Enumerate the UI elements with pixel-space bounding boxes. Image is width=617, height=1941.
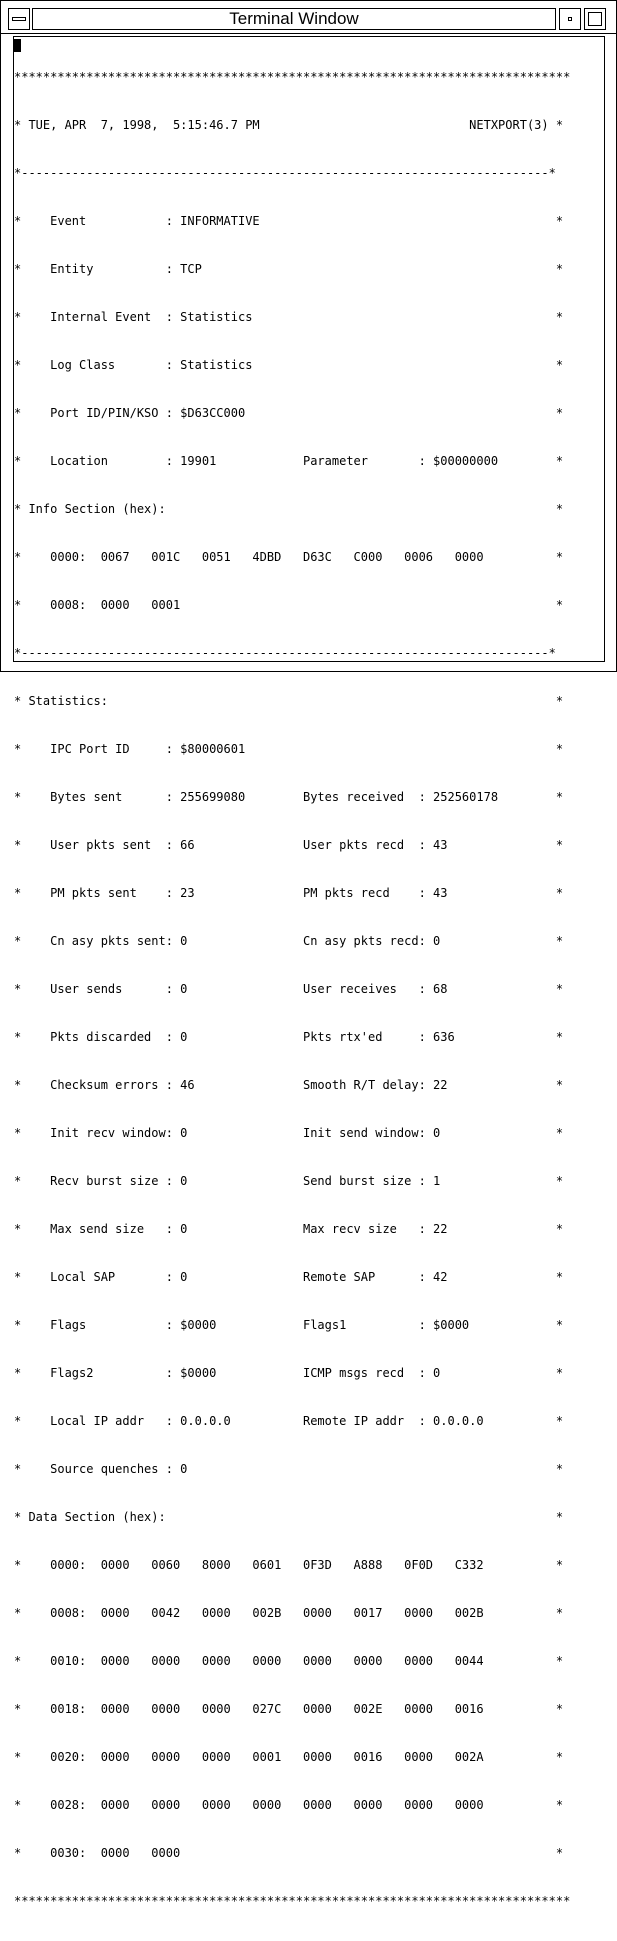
terminal-line: * Local SAP : 0 Remote SAP : 42 *: [14, 1270, 564, 1284]
terminal-line: * Log Class : Statistics *: [14, 358, 564, 372]
terminal-line: *-------------------------------------------------------------------------*: [14, 166, 556, 180]
window-menu-icon: [12, 17, 26, 21]
terminal-line: * IPC Port ID : $80000601 *: [14, 742, 564, 756]
terminal-line: * 0020: 0000 0000 0000 0001 0000 0016 0000 002A *: [14, 1750, 564, 1764]
terminal-line: * User sends : 0 User receives : 68 *: [14, 982, 564, 996]
terminal-line: * 0010: 0000 0000 0000 0000 0000 0000 0000 0044 *: [14, 1654, 564, 1668]
minimize-button[interactable]: [559, 8, 581, 30]
terminal-line: * PM pkts sent : 23 PM pkts recd : 43 *: [14, 886, 564, 900]
maximize-icon: [588, 12, 602, 26]
terminal-screen[interactable]: [13, 36, 605, 1908]
terminal-line: * Location : 19901 Parameter : $00000000 *: [14, 454, 564, 468]
terminal-line: * Local IP addr : 0.0.0.0 Remote IP addr : 0.0.0.0 *: [14, 1414, 564, 1428]
terminal-line: * Source quenches : 0 *: [14, 1462, 564, 1476]
terminal-line: * 0030: 0000 0000 *: [14, 1846, 564, 1860]
terminal-line: *****************************************************************************: [14, 1894, 571, 1908]
terminal-output: [14, 37, 570, 1941]
terminal-line: * Cn asy pkts sent: 0 Cn asy pkts recd: 0 *: [14, 934, 564, 948]
terminal-line: * Statistics: *: [14, 694, 564, 708]
minimize-icon: [568, 17, 572, 21]
terminal-line: * Checksum errors : 46 Smooth R/T delay: 22 *: [14, 1078, 564, 1092]
title-area[interactable]: [32, 8, 556, 30]
terminal-line: * Bytes sent : 255699080 Bytes received : 252560178 *: [14, 790, 564, 804]
terminal-line: * Pkts discarded : 0 Pkts rtx'ed : 636 *: [14, 1030, 564, 1044]
window-title: Terminal Window: [229, 9, 359, 28]
terminal-line: * 0018: 0000 0000 0000 027C 0000 002E 0000 0016 *: [14, 1702, 564, 1716]
terminal-line: * Init recv window: 0 Init send window: 0 *: [14, 1126, 564, 1140]
terminal-line: * 0028: 0000 0000 0000 0000 0000 0000 0000 0000 *: [14, 1798, 564, 1812]
terminal-line: * Flags2 : $0000 ICMP msgs recd : 0 *: [14, 1366, 564, 1380]
maximize-button[interactable]: [584, 8, 606, 30]
terminal-line: * Port ID/PIN/KSO : $D63CC000 *: [14, 406, 564, 420]
terminal-line: * Internal Event : Statistics *: [14, 310, 564, 324]
terminal-line: * Info Section (hex): *: [14, 502, 564, 516]
terminal-line: * 0000: 0067 001C 0051 4DBD D63C C000 0006 0000 *: [14, 550, 564, 564]
window-menu-button[interactable]: [8, 8, 30, 30]
terminal-line: * TUE, APR 7, 1998, 5:15:46.7 PM NETXPORT(3) *: [14, 118, 564, 132]
terminal-line: * Event : INFORMATIVE *: [14, 214, 564, 228]
terminal-line: * 0008: 0000 0001 *: [14, 598, 564, 612]
terminal-line: * 0000: 0000 0060 8000 0601 0F3D A888 0F0D C332 *: [14, 1558, 564, 1572]
terminal-line: * Flags : $0000 Flags1 : $0000 *: [14, 1318, 564, 1332]
terminal-line: * User pkts sent : 66 User pkts recd : 43 *: [14, 838, 564, 852]
terminal-line: * Entity : TCP *: [14, 262, 564, 276]
terminal-line: * Max send size : 0 Max recv size : 22 *: [14, 1222, 564, 1236]
terminal-line: * Data Section (hex): *: [14, 1510, 564, 1524]
terminal-line: *****************************************************************************: [14, 70, 571, 84]
terminal-line: *-------------------------------------------------------------------------*: [14, 646, 556, 660]
terminal-line: * 0008: 0000 0042 0000 002B 0000 0017 0000 002B *: [14, 1606, 564, 1620]
terminal-line: * Recv burst size : 0 Send burst size : 1 *: [14, 1174, 564, 1188]
title-bar[interactable]: [1, 1, 616, 34]
